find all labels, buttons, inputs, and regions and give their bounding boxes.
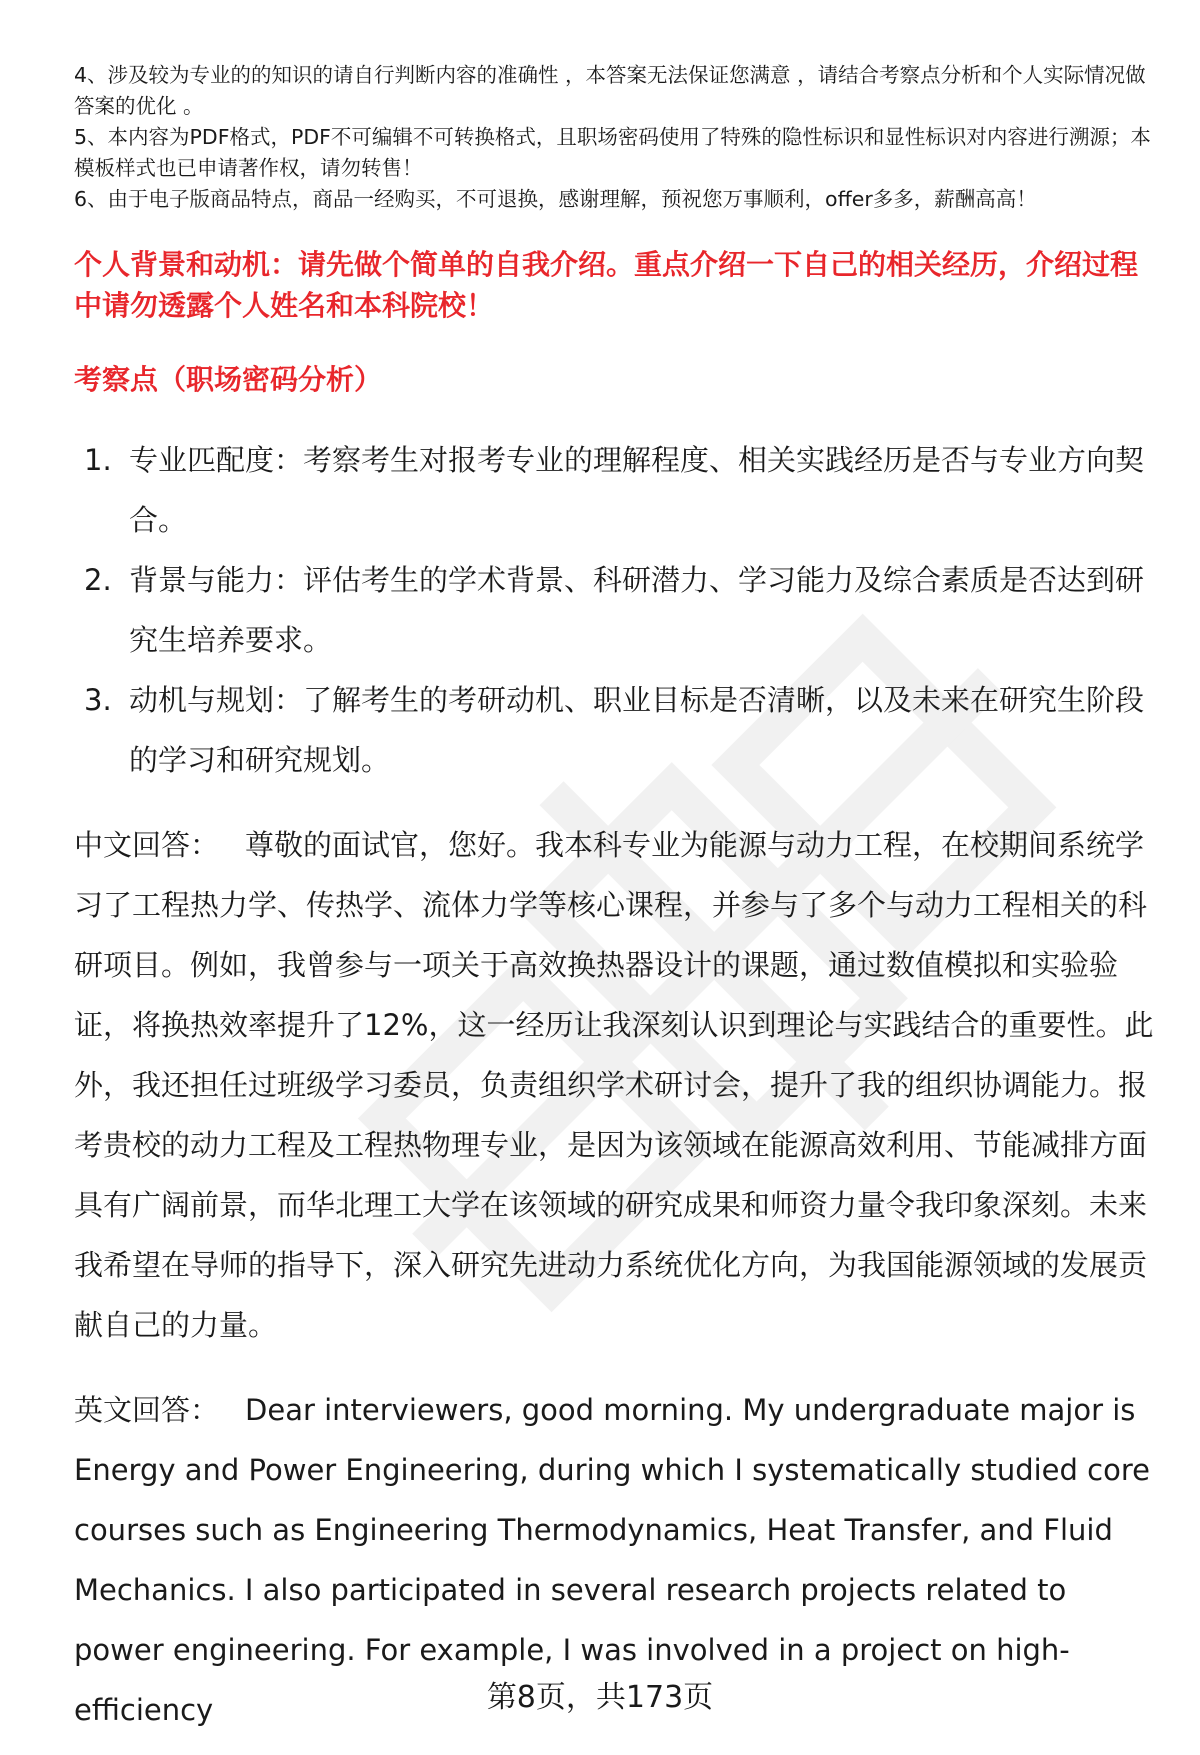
list-item-text: 动机与规划：了解考生的考研动机、职业目标是否清晰，以及未来在研究生阶段的学习和研究规划。 — [129, 683, 1145, 777]
list-item — [74, 670, 1164, 790]
list-item-text: 专业匹配度：考察考生对报考专业的理解程度、相关实践经历是否与专业方向契合。 — [129, 443, 1145, 537]
list-item-number: 3. — [84, 683, 112, 717]
list-item-number: 1. — [84, 443, 112, 477]
list-item-number: 2. — [84, 563, 112, 597]
assessment-points-list — [74, 430, 1164, 790]
chinese-answer-label: 中文回答： — [74, 828, 220, 862]
question-heading: 个人背景和动机：请先做个简单的自我介绍。重点介绍一下自己的相关经历，介绍过程中请勿透露个人姓名和本科院校！ — [74, 248, 1139, 322]
notes-block — [74, 60, 1164, 215]
chinese-answer-text: 尊敬的面试官，您好。我本科专业为能源与动力工程，在校期间系统学习了工程热力学、传热学、流体力学等核心课程，并参与了多个与动力工程相关的科研项目。例如，我曾参与一项关于高效换热器设计的课题，通过数值模拟和实验验证，将换热效率提升了12%，这一经历让我深刻认识到理论与实践结合的重要性。此外，我还担任过班级学习委员，负责组织学术研讨会，提升了我的组织协调能力。报考贵校的动力工程及工程热物理专业，是因为该领域在能源高效利用、节能减排方面具有广阔前景，而华北理工大学在该领域的研究成果和师资力量令我印象深刻。未来我希望在导师的指导下，深入研究先进动力系统优化方向，为我国能源领域的发展贡献自己的力量。 — [74, 828, 1154, 1342]
list-item-text: 背景与能力：评估考生的学术背景、科研潜力、学习能力及综合素质是否达到研究生培养要求。 — [129, 563, 1145, 657]
list-item — [74, 550, 1164, 670]
page-number-footer: 第8页，共173页 — [486, 1680, 714, 1715]
english-answer-text: Dear interviewers, good morning. My undergraduate major is Energy and Power Engineering, during which I systematically studied core courses such as Engineering Thermodynamics, Heat Transfer, and Fluid Mechanics. I also participated in several research projects related to power engineering. For example, I was involved in a project on high-efficiency — [74, 1393, 1150, 1727]
note-5: 5、本内容为PDF格式，PDF不可编辑不可转换格式，且职场密码使用了特殊的隐性标识和显性标识对内容进行溯源；本模板样式也已申请著作权，请勿转售！ — [74, 125, 1151, 180]
note-6: 6、由于电子版商品特点，商品一经购买，不可退换，感谢理解，预祝您万事顺利，offer多多，薪酬高高！ — [74, 187, 1037, 211]
list-item — [74, 430, 1164, 550]
section-title: 考察点（职场密码分析） — [74, 363, 383, 396]
note-4: 4、涉及较为专业的的知识的请自行判断内容的准确性 ，本答案无法保证您满意 ，请结合考察点分析和个人实际情况做答案的优化 。 — [74, 63, 1146, 118]
english-answer-label: 英文回答： — [74, 1393, 220, 1427]
chinese-answer — [74, 815, 1164, 1355]
